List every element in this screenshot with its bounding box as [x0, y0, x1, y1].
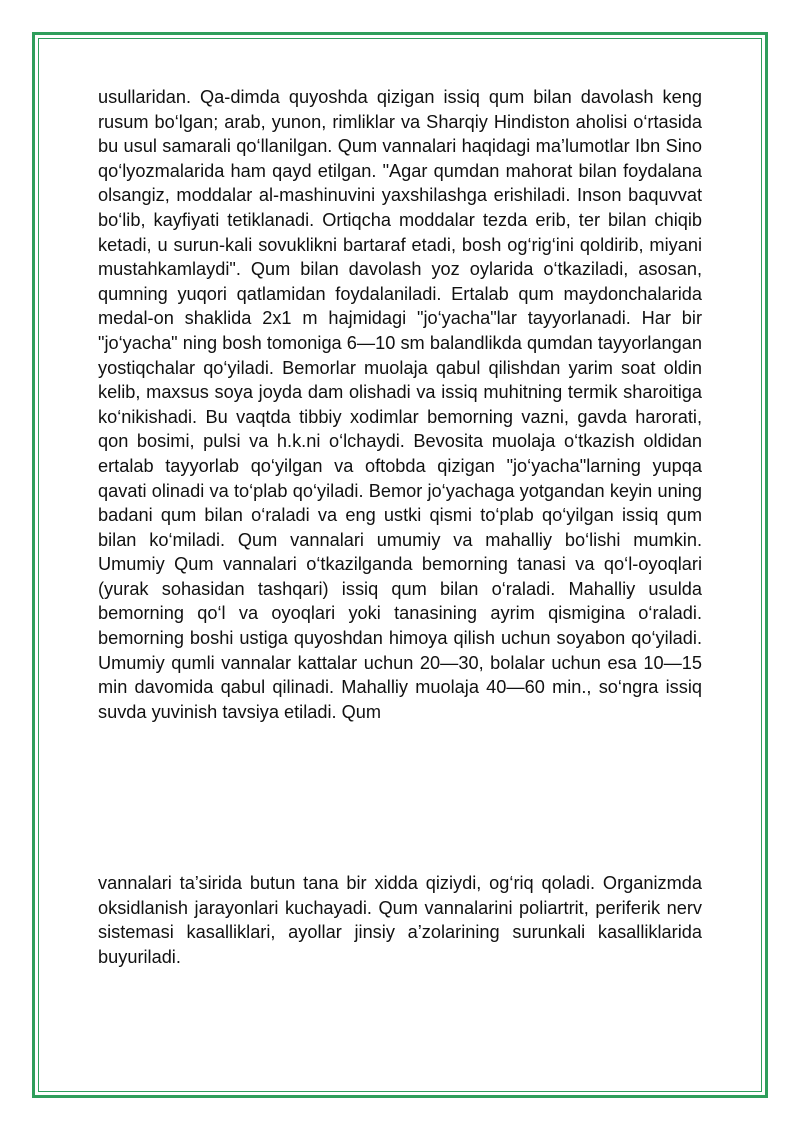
body-paragraph-1: usullaridan. Qa-dimda quyoshda qizigan issiq qum bilan davolash keng rusum bo‘lgan; arab, yunon, rimliklar va Sharqiy Hindiston aholisi o‘rtasida bu usul samarali qo‘llanilgan. Qum vannalari haqidagi ma’lumotlar Ibn Sino qo‘lyozmalarida ham qayd etilgan. "Agar qumdan mahorat bilan foydalana olsangiz, moddalar al-mashinuvini yaxshilashga erishiladi. Inson baquvvat bo‘lib, kayfiyati tetiklanadi. Ortiqcha moddalar tezda erib, ter bilan chiqib ketadi, u surun-kali sovuklikni bartaraf etadi, bosh og‘rig‘ini qoldirib, miyani mustahkamlaydi". Qum bilan davolash yoz oylarida o‘tkaziladi, asosan, qumning yuqori qatlamidan foydalaniladi. Ertalab qum maydonchalarida medal-on shaklida 2x1 m hajmidagi "jo‘yacha"lar tayyorlanadi. Har bir "jo‘yacha" ning bosh tomoniga 6—10 sm balandlikda qumdan tayyorlangan yostiqchalar qo‘yiladi. Bemorlar muolaja qabul qilishdan yarim soat oldin kelib, maxsus soya joyda dam olishadi va issiq muhitning termik sharoitiga ko‘nikishadi. Bu vaqtda tibbiy xodimlar bemorning vazni, gavda harorati, qon bosimi, pulsi va h.k.ni o‘lchaydi. Bevosita muolaja o‘tkazish oldidan ertalab tayyorlab qo‘yilgan va oftobda qizigan "jo‘yacha"larning yupqa qavati olinadi va to‘plab qo‘yiladi. Bemor jo‘yachaga yotgandan keyin uning badani qum bilan o‘raladi va eng ustki qismi to‘plab qo‘yilgan issiq qum bilan ko‘miladi. Qum vannalari umumiy va mahalliy bo‘lishi mumkin. Umumiy Qum vannalari o‘tkazilganda bemorning tanasi va qo‘l-oyoqlari (yurak sohasidan tashqari) issiq qum bilan o‘raladi. Mahalliy usulda bemorning qo‘l va oyoqlari yoki tanasining ayrim qismigina o‘raladi. bemorning boshi ustiga quyoshdan himoya qilish uchun soyabon qo‘yiladi. Umumiy qumli vannalar kattalar uchun 20—30, bolalar uchun esa 10—15 min davomida qabul qilinadi. Mahalliy muolaja 40—60 min., so‘ngra issiq suvda yuvinish tavsiya etiladi. Qum — [98, 87, 702, 722]
body-paragraph-2: vannalari ta’sirida butun tana bir xidda qiziydi, og‘riq qoladi. Organizmda oksidlanish jarayonlari kuchayadi. Qum vannalarini poliartrit, periferik nerv sistemasi kasalliklari, ayollar jinsiy a’zolarining surunkali kasalliklarida buyuriladi. — [98, 873, 702, 967]
